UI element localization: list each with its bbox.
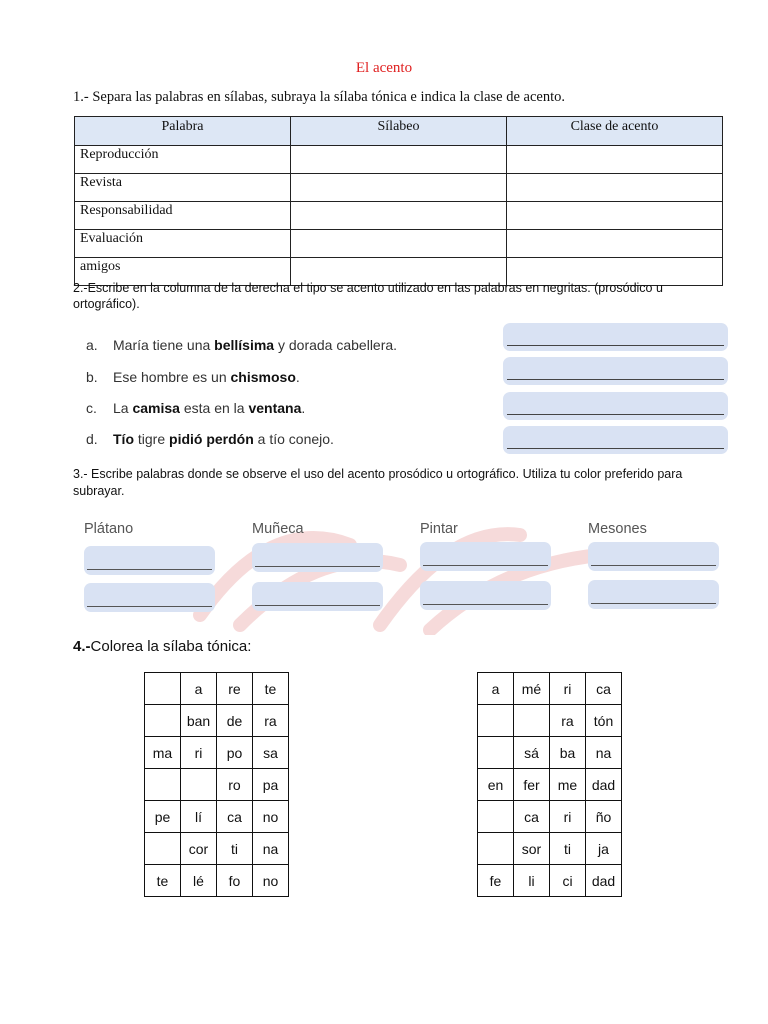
sentence-b — [86, 369, 300, 385]
bold-word: camisa — [132, 400, 180, 416]
sentence-fragment: . — [295, 369, 300, 385]
sentence-text — [113, 400, 305, 416]
syllable-cell[interactable]: a — [478, 673, 514, 705]
bold-word: chismoso — [230, 369, 296, 385]
syllable-cell[interactable]: ra — [253, 705, 289, 737]
grid-row — [478, 865, 622, 897]
syllable-cell[interactable]: ci — [550, 865, 586, 897]
syllable-cell[interactable]: ri — [550, 673, 586, 705]
syllable-cell[interactable]: ño — [586, 801, 622, 833]
grid-row — [145, 865, 289, 897]
syllable-cell[interactable]: pa — [253, 769, 289, 801]
sentence-fragment: . — [301, 400, 306, 416]
syllable-cell[interactable]: ba — [550, 737, 586, 769]
syllable-table — [74, 116, 723, 286]
header-silabeo: Sílabeo — [291, 117, 507, 146]
answer-line — [423, 565, 548, 566]
silabeo-cell[interactable] — [291, 146, 507, 174]
sentence-text — [113, 431, 334, 447]
grid-row — [478, 833, 622, 865]
answer-line — [255, 566, 380, 567]
grid-row — [145, 769, 289, 801]
syllable-cell[interactable] — [478, 833, 514, 865]
sentence-fragment: María tiene una — [113, 337, 215, 353]
bold-word: Tío — [113, 431, 134, 447]
syllable-cell[interactable] — [145, 769, 181, 801]
word-cell: Responsabilidad — [75, 202, 291, 230]
word-pintar: Pintar — [420, 521, 458, 537]
syllable-cell[interactable]: ca — [514, 801, 550, 833]
syllable-cell[interactable]: ti — [217, 833, 253, 865]
sentence-letter: a. — [86, 337, 98, 353]
syllable-cell[interactable]: ca — [586, 673, 622, 705]
silabeo-cell[interactable] — [291, 202, 507, 230]
syllable-cell[interactable] — [145, 833, 181, 865]
syllable-cell[interactable]: a — [181, 673, 217, 705]
syllable-cell[interactable]: lí — [181, 801, 217, 833]
silabeo-cell[interactable] — [291, 230, 507, 258]
answer-box-c[interactable] — [503, 392, 728, 420]
word-mesones: Mesones — [588, 521, 647, 537]
syllable-cell[interactable]: ban — [181, 705, 217, 737]
word-cell: Reproducción — [75, 146, 291, 174]
syllable-cell[interactable] — [478, 737, 514, 769]
answer-line — [507, 414, 724, 415]
word-cell: Revista — [75, 174, 291, 202]
syllable-cell[interactable]: fer — [514, 769, 550, 801]
clase-cell[interactable] — [507, 202, 723, 230]
answer-line — [507, 448, 724, 449]
question-number: 4.- — [73, 638, 91, 655]
syllable-cell[interactable]: tón — [586, 705, 622, 737]
sentence-fragment: a tío conejo. — [253, 431, 334, 447]
answer-box-mesones-2[interactable] — [588, 580, 719, 609]
answer-line — [507, 345, 724, 346]
syllable-cell[interactable]: re — [217, 673, 253, 705]
syllable-cell[interactable]: de — [217, 705, 253, 737]
bold-word: bellísima — [214, 337, 275, 353]
answer-box-a[interactable] — [503, 323, 728, 351]
syllable-cell[interactable]: no — [253, 865, 289, 897]
page-title: El acento — [355, 60, 413, 76]
sentence-fragment: esta en la — [179, 400, 249, 416]
syllable-grid-left — [144, 672, 289, 897]
syllable-cell[interactable]: en — [478, 769, 514, 801]
syllable-cell[interactable]: cor — [181, 833, 217, 865]
syllable-cell[interactable]: sor — [514, 833, 550, 865]
question-2: 2.-Escribe en la columna de la derecha el tipo se acento utilizado en las palabras en negritas. (prosódico u ortográfico). — [73, 281, 663, 311]
answer-box-pintar-2[interactable] — [420, 581, 551, 610]
syllable-cell[interactable]: na — [586, 737, 622, 769]
syllable-cell[interactable]: lé — [181, 865, 217, 897]
grid-row — [145, 705, 289, 737]
question-3: 3.- Escribe palabras donde se observe el uso del acento prosódico u ortográfico. Utiliza tu color preferido para subrayar. — [73, 467, 683, 498]
syllable-cell[interactable] — [478, 801, 514, 833]
bold-word: ventana — [248, 400, 302, 416]
answer-box-d[interactable] — [503, 426, 728, 454]
syllable-grid-right — [477, 672, 622, 897]
syllable-cell[interactable]: ro — [217, 769, 253, 801]
syllable-cell[interactable]: pe — [145, 801, 181, 833]
syllable-cell[interactable]: na — [253, 833, 289, 865]
syllable-cell[interactable]: ma — [145, 737, 181, 769]
syllable-cell[interactable]: ra — [550, 705, 586, 737]
syllable-cell[interactable] — [145, 673, 181, 705]
grid-row — [478, 769, 622, 801]
word-platano: Plátano — [84, 521, 134, 537]
answer-line — [507, 379, 724, 380]
answer-box-mesones-1[interactable] — [588, 542, 719, 571]
sentence-letter: c. — [86, 400, 97, 416]
sentence-text — [113, 369, 300, 385]
syllable-cell[interactable]: te — [145, 865, 181, 897]
grid-row — [478, 801, 622, 833]
answer-box-platano-2[interactable] — [84, 583, 215, 612]
grid-row — [145, 737, 289, 769]
sentence-fragment: Ese hombre es un — [113, 369, 231, 385]
answer-box-muneca-1[interactable] — [252, 543, 383, 572]
answer-box-muneca-2[interactable] — [252, 582, 383, 611]
answer-box-platano-1[interactable] — [84, 546, 215, 575]
table-row — [75, 146, 723, 174]
syllable-cell[interactable]: po — [217, 737, 253, 769]
syllable-cell[interactable]: fo — [217, 865, 253, 897]
clase-cell[interactable] — [507, 174, 723, 202]
answer-line — [87, 606, 212, 607]
grid-row — [478, 705, 622, 737]
sentence-c — [86, 400, 305, 416]
clase-cell[interactable] — [507, 230, 723, 258]
syllable-cell[interactable] — [514, 705, 550, 737]
question-text: Colorea la sílaba tónica: — [90, 638, 252, 655]
syllable-cell[interactable] — [145, 705, 181, 737]
answer-line — [591, 603, 716, 604]
sentence-a — [86, 337, 397, 353]
grid-row — [478, 737, 622, 769]
grid-row — [478, 673, 622, 705]
sentence-letter: d. — [86, 431, 98, 447]
syllable-cell[interactable]: li — [514, 865, 550, 897]
syllable-cell[interactable]: ri — [550, 801, 586, 833]
sentence-fragment: y dorada cabellera. — [274, 337, 398, 353]
syllable-cell[interactable]: ca — [217, 801, 253, 833]
syllable-cell[interactable] — [181, 769, 217, 801]
answer-line — [591, 565, 716, 566]
syllable-cell[interactable]: mé — [514, 673, 550, 705]
question-1: 1.- Separa las palabras en sílabas, subraya la sílaba tónica e indica la clase de acento. — [73, 89, 565, 105]
syllable-cell[interactable]: te — [253, 673, 289, 705]
header-palabra: Palabra — [75, 117, 291, 146]
sentence-fragment: tigre — [134, 431, 170, 447]
answer-line — [255, 605, 380, 606]
answer-line — [87, 569, 212, 570]
sentence-d — [86, 431, 334, 447]
answer-box-pintar-1[interactable] — [420, 542, 551, 571]
watermark-logo — [180, 505, 620, 635]
word-cell: amigos — [75, 258, 291, 286]
table-row — [75, 202, 723, 230]
sentence-letter: b. — [86, 369, 98, 385]
sentence-fragment: La — [113, 400, 133, 416]
syllable-cell[interactable]: ti — [550, 833, 586, 865]
syllable-cell[interactable]: sa — [253, 737, 289, 769]
header-clase: Clase de acento — [507, 117, 723, 146]
question-4 — [73, 638, 251, 655]
grid-row — [145, 833, 289, 865]
grid-row — [145, 673, 289, 705]
syllable-cell[interactable]: ri — [181, 737, 217, 769]
syllable-cell[interactable]: dad — [586, 769, 622, 801]
sentence-text — [113, 337, 397, 353]
syllable-cell[interactable]: no — [253, 801, 289, 833]
table-row — [75, 174, 723, 202]
syllable-cell[interactable] — [478, 705, 514, 737]
silabeo-cell[interactable] — [291, 174, 507, 202]
clase-cell[interactable] — [507, 146, 723, 174]
word-cell: Evaluación — [75, 230, 291, 258]
syllable-cell[interactable]: dad — [586, 865, 622, 897]
syllable-cell[interactable]: sá — [514, 737, 550, 769]
syllable-cell[interactable]: ja — [586, 833, 622, 865]
syllable-cell[interactable]: me — [550, 769, 586, 801]
bold-word: pidió perdón — [169, 431, 254, 447]
grid-row — [145, 801, 289, 833]
table-row — [75, 230, 723, 258]
word-muneca: Muñeca — [252, 521, 304, 537]
answer-box-b[interactable] — [503, 357, 728, 385]
answer-line — [423, 604, 548, 605]
syllable-cell[interactable]: fe — [478, 865, 514, 897]
